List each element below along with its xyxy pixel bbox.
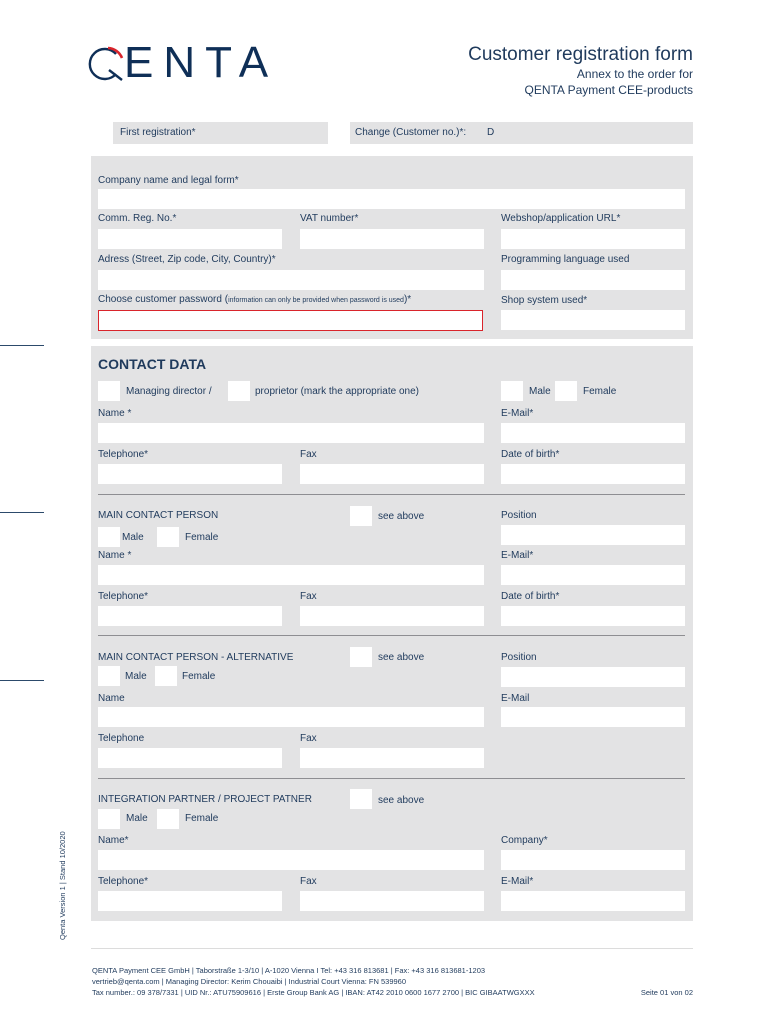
contact-fax-label: Fax — [300, 449, 317, 460]
integration-fax-label: Fax — [300, 876, 317, 887]
main-contact-email-label: E-Mail* — [501, 550, 534, 561]
alt-contact-fax-input[interactable] — [300, 748, 484, 768]
contact-fax-input[interactable] — [300, 464, 484, 484]
change-customer-checkbox[interactable] — [328, 122, 350, 144]
main-contact-female-checkbox[interactable] — [157, 527, 179, 547]
main-contact-male-checkbox[interactable] — [98, 527, 120, 547]
company-name-label: Company name and legal form* — [98, 175, 239, 186]
contact-email-label: E-Mail* — [501, 408, 534, 419]
shop-system-input[interactable] — [501, 310, 685, 330]
integration-name-label: Name* — [98, 835, 129, 846]
proprietor-label: proprietor (mark the appropriate one) — [255, 386, 419, 397]
programming-language-input[interactable] — [501, 270, 685, 290]
contact-female-label: Female — [583, 386, 617, 397]
form-subtitle-2: QENTA Payment CEE-products — [524, 83, 693, 97]
contact-female-checkbox[interactable] — [555, 381, 577, 401]
integration-see-above-label: see above — [378, 795, 425, 806]
main-contact-position-label: Position — [501, 510, 537, 521]
main-contact-telephone-input[interactable] — [98, 606, 282, 626]
fold-mark-1 — [0, 345, 44, 346]
footer-line-2: vertrieb@qenta.com | Managing Director: Kerim Chouaibi | Industrial Court Vienna: FN 539960 — [92, 977, 407, 986]
form-subtitle-1: Annex to the order for — [576, 67, 693, 81]
alt-contact-female-label: Female — [182, 671, 216, 682]
integration-company-label: Company* — [501, 835, 548, 846]
integration-see-above-checkbox[interactable] — [350, 789, 372, 809]
contact-dob-input[interactable] — [501, 464, 685, 484]
main-contact-see-above-checkbox[interactable] — [350, 506, 372, 526]
divider-1 — [98, 494, 685, 495]
main-contact-name-input[interactable] — [98, 565, 484, 585]
integration-email-label: E-Mail* — [501, 876, 534, 887]
contact-dob-label: Date of birth* — [501, 449, 560, 460]
footer-divider — [91, 948, 693, 949]
alt-contact-position-input[interactable] — [501, 667, 685, 687]
main-contact-name-label: Name * — [98, 550, 132, 561]
address-label: Adress (Street, Zip code, City, Country)* — [98, 254, 276, 265]
company-name-input[interactable] — [98, 189, 685, 209]
divider-2 — [98, 635, 685, 636]
webshop-input[interactable] — [501, 229, 685, 249]
alt-contact-see-above-label: see above — [378, 652, 425, 663]
integration-telephone-label: Telephone* — [98, 876, 149, 887]
contact-telephone-label: Telephone* — [98, 449, 149, 460]
vat-input[interactable] — [300, 229, 484, 249]
main-contact-email-input[interactable] — [501, 565, 685, 585]
first-registration-checkbox[interactable] — [91, 122, 113, 144]
qenta-logo — [86, 38, 278, 88]
integration-telephone-input[interactable] — [98, 891, 282, 911]
change-customer-label: Change (Customer no.)*: — [355, 127, 467, 138]
page-number: Seite 01 von 02 — [640, 988, 693, 997]
integration-fax-input[interactable] — [300, 891, 484, 911]
alt-contact-fax-label: Fax — [300, 733, 317, 744]
password-label: Choose customer password (information can only be provided when password is used)* — [98, 294, 412, 305]
password-input[interactable] — [98, 310, 483, 331]
main-contact-fax-input[interactable] — [300, 606, 484, 626]
vat-label: VAT number* — [300, 213, 359, 224]
proprietor-checkbox[interactable] — [228, 381, 250, 401]
integration-company-input[interactable] — [501, 850, 685, 870]
alt-contact-name-input[interactable] — [98, 707, 484, 727]
integration-male-checkbox[interactable] — [98, 809, 120, 829]
main-contact-male-label: Male — [122, 532, 144, 543]
alt-contact-email-input[interactable] — [501, 707, 685, 727]
main-contact-telephone-label: Telephone* — [98, 591, 149, 602]
main-contact-dob-label: Date of birth* — [501, 591, 560, 602]
main-contact-see-above-label: see above — [378, 511, 425, 522]
contact-telephone-input[interactable] — [98, 464, 282, 484]
comm-reg-label: Comm. Reg. No.* — [98, 213, 177, 224]
main-contact-fax-label: Fax — [300, 591, 317, 602]
first-registration-label: First registration* — [120, 127, 196, 138]
integration-female-label: Female — [185, 813, 219, 824]
main-contact-female-label: Female — [185, 532, 219, 543]
customer-number-prefix: D — [487, 127, 495, 138]
webshop-label: Webshop/application URL* — [501, 213, 621, 224]
main-contact-heading: MAIN CONTACT PERSON — [98, 510, 219, 521]
integration-heading: INTEGRATION PARTNER / PROJECT PATNER — [98, 794, 312, 805]
contact-email-input[interactable] — [501, 423, 685, 443]
alt-contact-male-checkbox[interactable] — [98, 666, 120, 686]
main-contact-position-input[interactable] — [501, 525, 685, 545]
main-contact-dob-input[interactable] — [501, 606, 685, 626]
alt-contact-telephone-label: Telephone — [98, 733, 145, 744]
contact-male-label: Male — [529, 386, 551, 397]
footer-line-1: QENTA Payment CEE GmbH | Taborstraße 1-3/10 | A-1020 Vienna I Tel: +43 316 813681 | Fax: +43 316 813681-1203 — [92, 966, 486, 975]
integration-female-checkbox[interactable] — [157, 809, 179, 829]
alt-contact-position-label: Position — [501, 652, 537, 663]
alt-contact-see-above-checkbox[interactable] — [350, 647, 372, 667]
footer-line-3: Tax number.: 09 378/7331 | UID Nr.: ATU75909616 | Erste Group Bank AG | IBAN: AT42 2010 0600 1677 2700 | BIC GIBAATWGXXX — [92, 988, 535, 997]
integration-email-input[interactable] — [501, 891, 685, 911]
alt-contact-female-checkbox[interactable] — [155, 666, 177, 686]
logo-q-mark-icon — [86, 46, 126, 82]
integration-name-input[interactable] — [98, 850, 484, 870]
managing-director-label: Managing director / — [126, 386, 212, 397]
comm-reg-input[interactable] — [98, 229, 282, 249]
programming-language-label: Programming language used — [501, 254, 630, 265]
alt-contact-name-label: Name — [98, 693, 125, 704]
alt-contact-heading: MAIN CONTACT PERSON - ALTERNATIVE — [98, 652, 294, 663]
logo-text: ENTA — [124, 38, 279, 87]
alt-contact-telephone-input[interactable] — [98, 748, 282, 768]
divider-3 — [98, 778, 685, 779]
contact-name-input[interactable] — [98, 423, 484, 443]
alt-contact-male-label: Male — [125, 671, 147, 682]
contact-name-label: Name * — [98, 408, 132, 419]
fold-mark-2 — [0, 512, 44, 513]
contact-male-checkbox[interactable] — [501, 381, 523, 401]
managing-director-checkbox[interactable] — [98, 381, 120, 401]
contact-data-heading: CONTACT DATA — [98, 356, 207, 372]
address-input[interactable] — [98, 270, 484, 290]
fold-mark-3 — [0, 680, 44, 681]
shop-system-label: Shop system used* — [501, 295, 588, 306]
version-stamp: Qenta Version 1 | Stand 10/2020 — [58, 831, 67, 940]
alt-contact-email-label: E-Mail — [501, 693, 530, 704]
integration-male-label: Male — [126, 813, 148, 824]
form-title: Customer registration form — [468, 44, 693, 65]
